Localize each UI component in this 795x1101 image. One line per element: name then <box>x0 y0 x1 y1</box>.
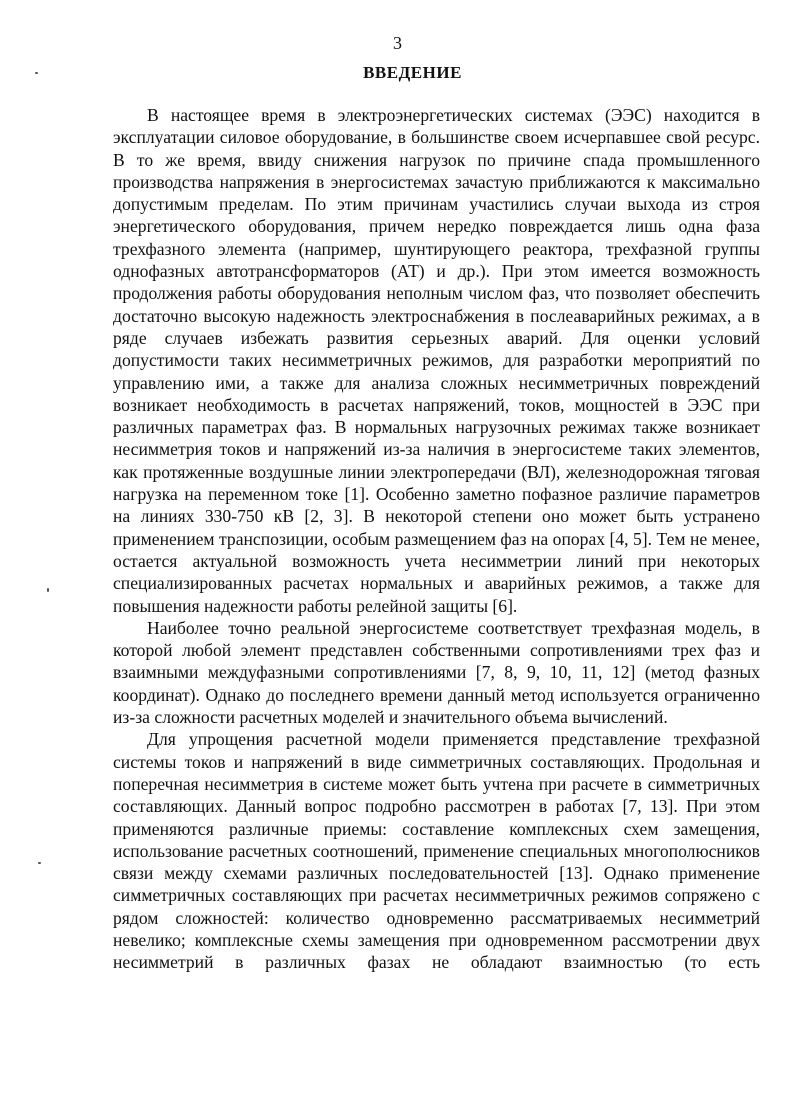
scan-speck <box>47 588 49 592</box>
paragraph-2: Наиболее точно реальной энергосистеме соответствует трехфазная модель, в которой любой элемент представлен собственными сопротивлениями трех фаз и взаимными междуфазными сопротивлениями [7, 8, 9, 10, 11, 12] (метод фазных координат). Однако до последнего времени данный метод используется ограниченно из-за сложности расчетных моделей и значительного объема вычислений. <box>113 617 760 728</box>
paragraph-3: Для упрощения расчетной модели применяется представление трехфазной системы токов и напряжений в виде симметричных составляющих. Продольная и поперечная несимметрия в системе может быть учтена при расчете в симметричных составляющих. Данный вопрос подробно рассмотрен в работах [7, 13]. При этом применяются различные приемы: составление комплексных схем замещения, использование расчетных соотношений, применение специальных многополюсников связи между схемами различных последовательностей [13]. Однако применение симметричных составляющих при расчетах несимметричных режимов сопряжено с рядом сложностей: количество одновременно рассматриваемых несимметрий невелико; комплексные схемы замещения при одновременном рассмотрении двух несимметрий в различных фазах не обладают взаимностью (то есть <box>113 729 760 973</box>
body-text <box>113 104 760 974</box>
section-title: ВВЕДЕНИЕ <box>363 63 462 82</box>
scan-speck <box>35 72 38 74</box>
page-number: 3 <box>393 33 402 53</box>
scan-speck <box>38 862 41 864</box>
paragraph-1: В настоящее время в электроэнергетических системах (ЭЭС) находится в эксплуатации силовое оборудование, в большинстве своем исчерпавшее свой ресурс. В то же время, ввиду снижения нагрузок по причине спада промышленного производства напряжения в энергосистемах зачастую приближаются к максимально допустимым пределам. По этим причинам участились случаи выхода из строя энергетического оборудования, причем нередко повреждается лишь одна фаза трехфазного элемента (например, шунтирующего реактора, трехфазной группы однофазных автотрансформаторов (АТ) и др.). При этом имеется возможность продолжения работы оборудования неполным числом фаз, что позволяет обеспечить достаточно высокую надежность электроснабжения в послеаварийных режимах, а в ряде случаев избежать развития серьезных аварий. Для оценки условий допустимости таких несимметричных режимов, для разработки мероприятий по управлению ими, а также для анализа сложных несимметричных повреждений возникает необходимость в расчетах напряжений, токов, мощностей в ЭЭС при различных параметрах фаз. В нормальных нагрузочных режимах также возникает несимметрия токов и напряжений из-за наличия в энергосистеме таких элементов, как протяженные воздушные линии электропередачи (ВЛ), железнодорожная тяговая нагрузка на переменном токе [1]. Особенно заметно пофазное различие параметров на линиях 330-750 кВ [2, 3]. В некоторой степени оно может быть устранено применением транспозиции, особым размещением фаз на опорах [4, 5]. Тем не менее, остается актуальной возможность учета несимметрии линий при некоторых специализированных расчетах нормальных и аварийных режимов, а также для повышения надежности работы релейной защиты [6]. <box>113 105 760 616</box>
